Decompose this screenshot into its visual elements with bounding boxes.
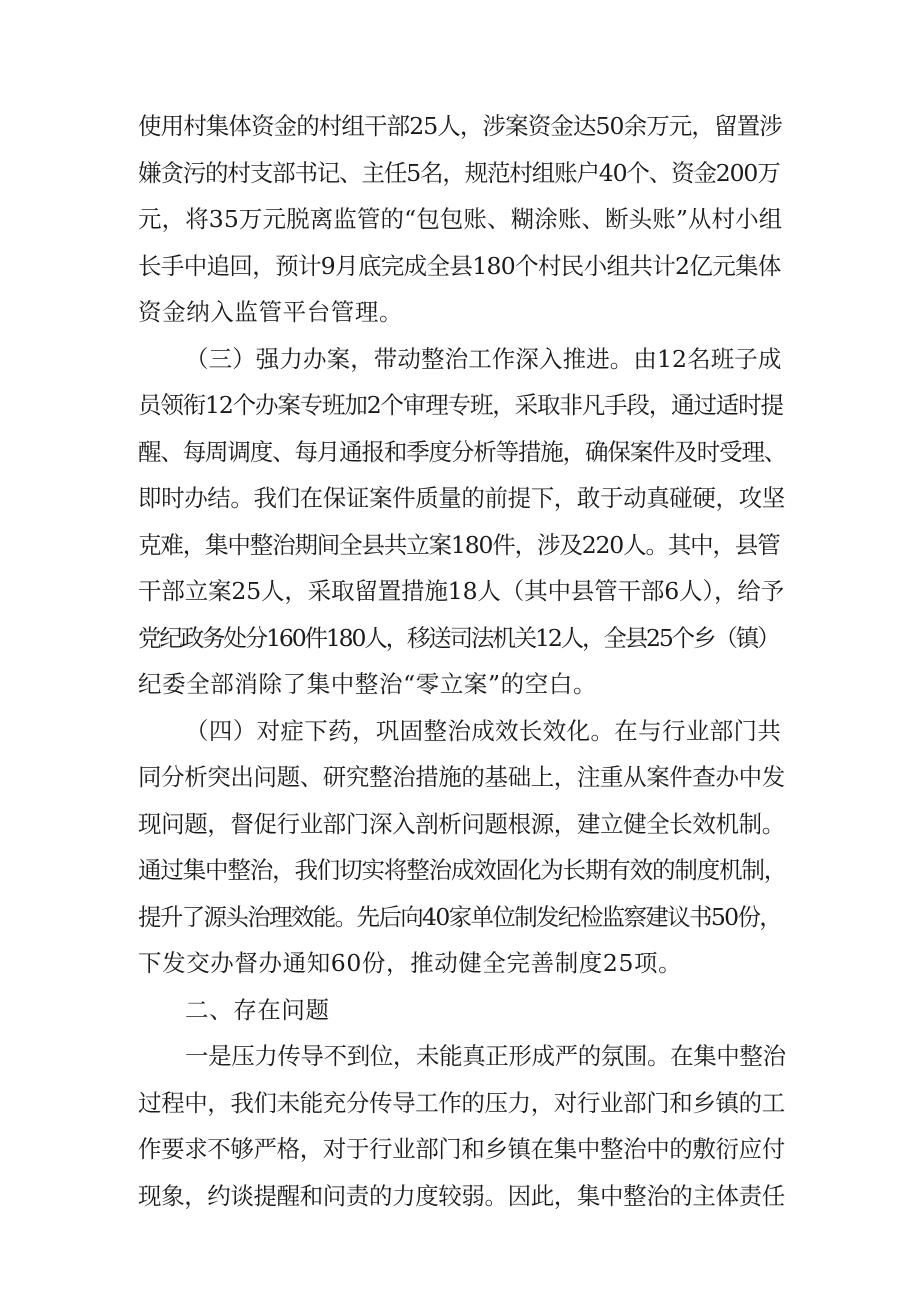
text-line: 元，将35万元脱离监管的“包包账、糊涂账、断头账”从村小组 xyxy=(138,205,783,233)
text-line: 干部立案25人，采取留置措施18人（其中县管干部6人），给予 xyxy=(138,577,785,605)
text-line: 员领衔12个办案专班加2个审理专班，采取非凡手段，通过适时提 xyxy=(138,391,783,419)
text-line: 现象，约谈提醒和问责的力度较弱。因此，集中整治的主体责任 xyxy=(138,1181,785,1210)
text-line: 同分析突出问题、研究整治措施的基础上，注重从案件查办中发 xyxy=(138,763,785,791)
text-line: 纪委全部消除了集中整治“零立案”的空白。 xyxy=(138,670,598,698)
text-line: （四）对症下药，巩固整治成效长效化。在与行业部门共 xyxy=(185,716,782,745)
text-line: 即时办结。我们在保证案件质量的前提下，敢于动真碰硬，攻坚 xyxy=(138,484,785,512)
text-line: 长手中追回，预计9月底完成全县180个村民小组共计2亿元集体 xyxy=(138,251,781,280)
text-line: 作要求不够严格，对于行业部门和乡镇在集中整治中的敷衍应付 xyxy=(138,1135,785,1163)
text-line: 二、存在问题 xyxy=(185,995,330,1024)
text-line: （三）强力办案，带动整治工作深入推进。由12名班子成 xyxy=(185,344,782,373)
text-line: 通过集中整治，我们切实将整治成效固化为长期有效的制度机制， xyxy=(138,856,787,884)
text-line: 现问题，督促行业部门深入剖析问题根源，建立健全长效机制。 xyxy=(138,809,785,838)
text-line: 提升了源头治理效能。先后向40家单位制发纪检监察建议书50份， xyxy=(138,902,782,931)
text-line: 一是压力传导不到位，未能真正形成严的氛围。在集中整治 xyxy=(185,1042,786,1070)
text-line: 资金纳入监管平台管理。 xyxy=(138,298,404,326)
text-line: 过程中，我们未能充分传导工作的压力，对行业部门和乡镇的工 xyxy=(138,1088,785,1117)
text-line: 使用村集体资金的村组干部25人，涉案资金达50余万元，留置涉 xyxy=(138,112,782,140)
text-line: 党纪政务处分160件180人，移送司法机关12人，全县25个乡（镇） xyxy=(138,623,779,652)
text-line: 下发交办督办通知60份，推动健全完善制度25项。 xyxy=(138,949,683,977)
text-line: 嫌贪污的村支部书记、主任5名，规范村组账户40个、资金200万 xyxy=(138,158,780,187)
text-line: 醒、每周调度、每月通报和季度分析等措施，确保案件及时受理、 xyxy=(138,437,787,466)
text-line: 克难，集中整治期间全县共立案180件，涉及220人。其中，县管 xyxy=(138,530,780,559)
document-body xyxy=(138,103,786,1219)
